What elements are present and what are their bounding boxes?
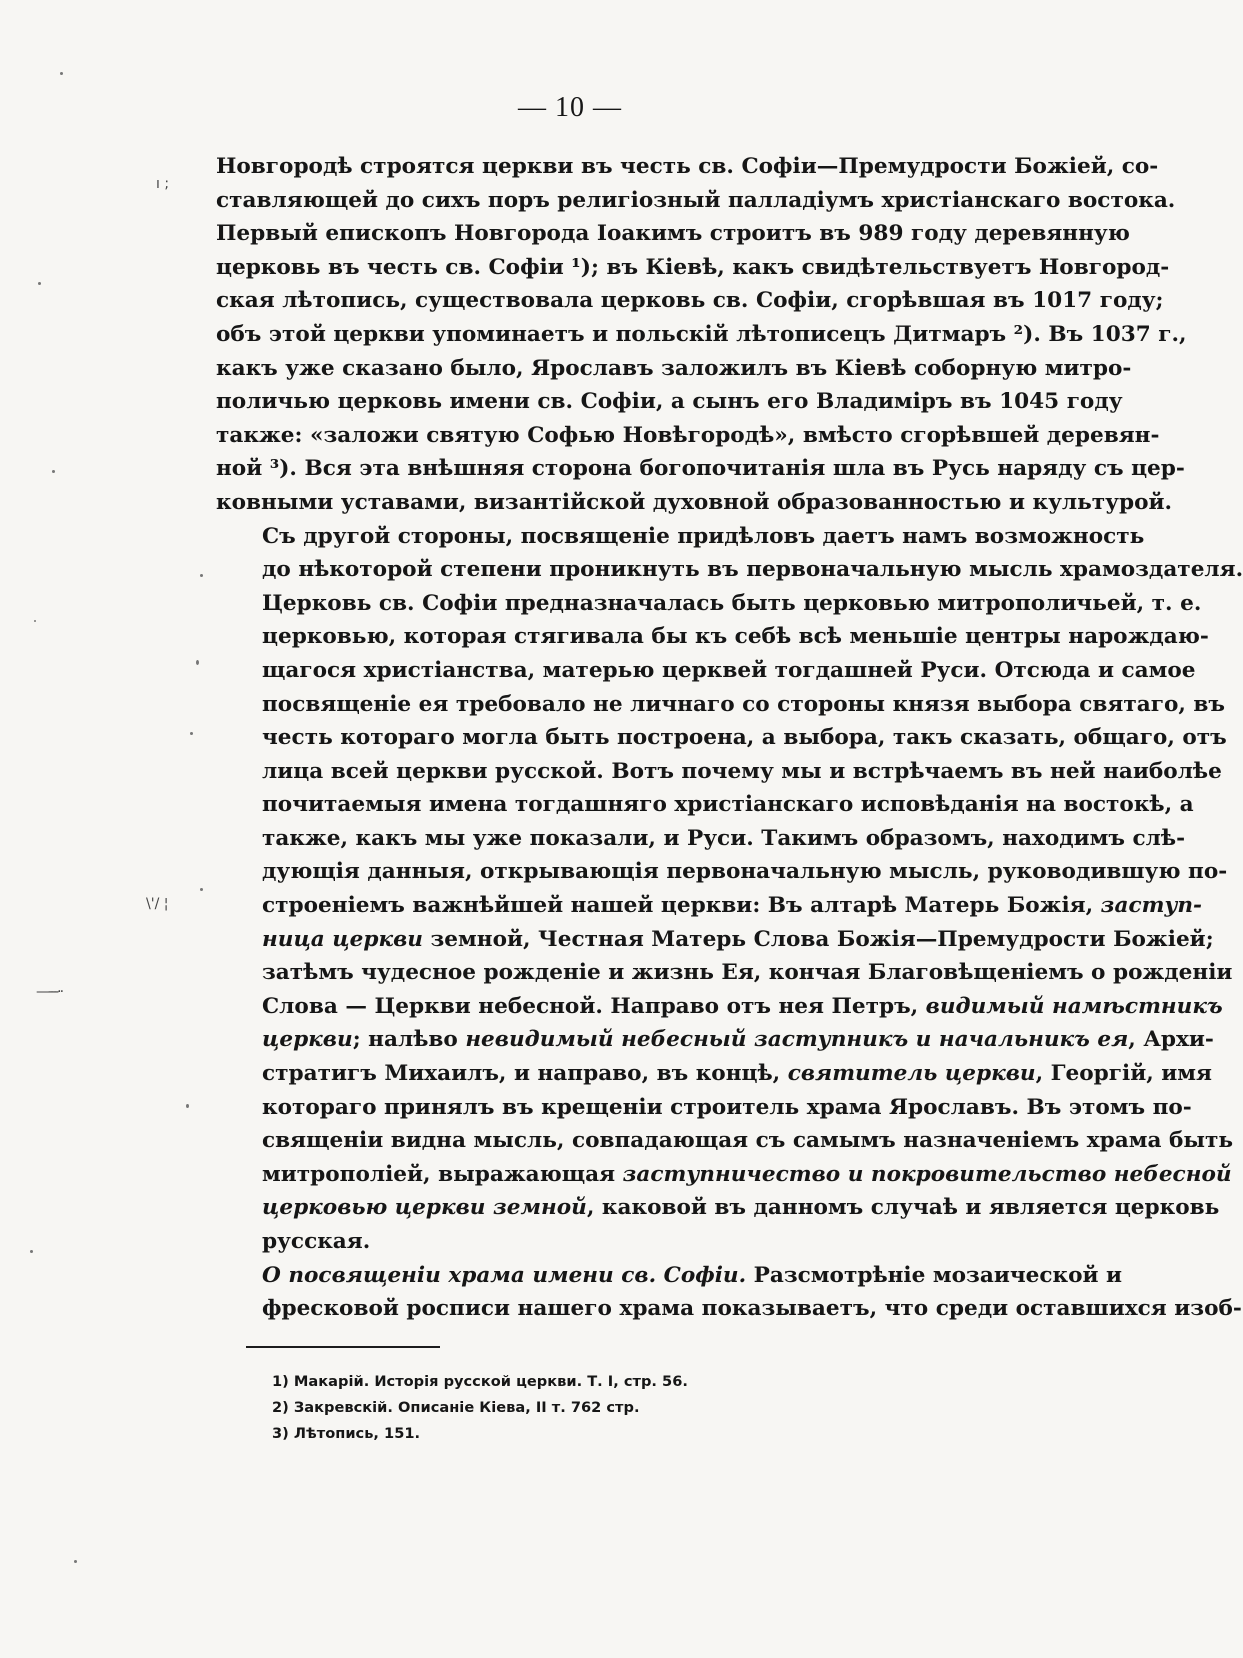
italic-run: невидимый небесный заступникъ и начальникъ ея — [465, 1027, 1129, 1053]
text-run: какъ уже сказано было, Ярославъ заложилъ въ Кіевѣ соборную митро- — [216, 355, 1132, 381]
text-run: Разсмотрѣніе мозаической и — [746, 1262, 1123, 1288]
scan-mark: —---·· — [36, 984, 63, 1000]
text-run: фресковой росписи нашего храма показываетъ, что среди оставшихся изоб- — [262, 1296, 1242, 1322]
text-run: Слова — Церкви небесной. Направо отъ нея Петръ, — [262, 993, 926, 1019]
italic-run: церковью церкви земной — [262, 1195, 587, 1221]
page-number: — 10 — — [518, 92, 622, 123]
footnote-1: 1) Макарій. Исторія русской церкви. Т. I, стр. 56. — [272, 1373, 688, 1390]
paragraph — [216, 520, 1243, 1259]
text-line — [216, 1259, 1123, 1293]
scan-mark: \'/ ¦ — [146, 896, 169, 912]
footnote-3: 3) Лѣтопись, 151. — [272, 1425, 421, 1442]
text-line — [216, 956, 1233, 990]
text-run: , каковой въ данномъ случаѣ и является церковь — [586, 1195, 1220, 1221]
italic-run: О посвященіи храма имени св. Софіи. — [262, 1262, 747, 1288]
text-run: объ этой церкви упоминаетъ и польскій лѣтописецъ Дитмаръ ²). Въ 1037 г., — [216, 321, 1187, 347]
scan-speck — [30, 1250, 33, 1253]
text-run: почитаемыя имена тогдашняго христіанскаго исповѣданія на востокѣ, а — [262, 792, 1194, 818]
paragraph — [216, 150, 1187, 520]
scan-speck — [34, 620, 36, 622]
italic-run: ница церкви — [262, 926, 423, 952]
text-line — [216, 990, 1223, 1024]
text-line — [216, 251, 1170, 285]
body-text — [216, 150, 1243, 1326]
footnotes — [272, 1369, 688, 1447]
text-line — [216, 452, 1185, 486]
text-run: , Георгій, имя — [1035, 1061, 1212, 1087]
text-line — [216, 822, 1186, 856]
scan-speck — [74, 1560, 77, 1563]
text-line — [216, 688, 1225, 722]
text-line — [216, 1158, 1232, 1192]
text-line — [216, 587, 1202, 621]
text-line — [216, 352, 1132, 386]
text-run: митрополіей, выражающая — [262, 1161, 623, 1187]
text-line — [216, 889, 1203, 923]
text-run: , Архи- — [1128, 1027, 1214, 1053]
text-run: земной, Честная Матерь Слова Божія—Премудрости Божіей; — [422, 926, 1214, 952]
text-line — [216, 419, 1160, 453]
text-run: ставляющей до сихъ поръ религіозный палладіумъ христіанскаго востока. — [216, 187, 1176, 213]
text-run: Первый епископъ Новгорода Іоакимъ строитъ въ 989 году деревянную — [216, 221, 1130, 247]
text-line — [216, 923, 1214, 957]
text-run: также: «заложи святую Софью Новѣгородѣ», вмѣсто сгорѣвшей деревян- — [216, 422, 1160, 448]
text-run: лица всей церкви русской. Вотъ почему мы и встрѣчаемъ въ ней наиболѣе — [262, 758, 1222, 784]
text-run: ковными уставами, византійской духовной образованностью и культурой. — [216, 489, 1173, 515]
text-line — [216, 1091, 1192, 1125]
text-line — [216, 1124, 1234, 1158]
text-line — [216, 1292, 1242, 1326]
text-line — [216, 150, 1159, 184]
text-run: ская лѣтопись, существовала церковь св. Софіи, сгорѣвшая въ 1017 году; — [216, 288, 1164, 314]
text-run: поличью церковь имени св. Софіи, а сынъ его Владиміръ въ 1045 году — [216, 389, 1123, 415]
scan-speck — [186, 1104, 189, 1108]
text-run: церковь въ честь св. Софіи ¹); въ Кіевѣ, какъ свидѣтельствуетъ Новгород- — [216, 254, 1170, 280]
text-line — [216, 755, 1222, 789]
scan-speck — [190, 732, 193, 735]
text-line — [216, 1191, 1220, 1225]
text-line — [216, 620, 1209, 654]
italic-run: заступ- — [1100, 893, 1203, 919]
text-run: священіи видна мысль, совпадающая съ самымъ назначеніемъ храма быть — [262, 1128, 1234, 1154]
text-run: Новгородѣ строятся церкви въ честь св. Софіи—Премудрости Божіей, со- — [216, 154, 1159, 179]
text-run: стратигъ Михаилъ, и направо, въ концѣ, — [262, 1061, 788, 1087]
text-run: Церковь св. Софіи предназначалась быть церковью митрополичьей, т. е. — [262, 590, 1202, 616]
scan-speck — [200, 888, 203, 891]
scan-speck — [52, 470, 55, 473]
scan-speck — [196, 660, 199, 665]
text-line — [216, 1023, 1214, 1057]
text-line — [216, 855, 1228, 889]
scan-speck — [38, 282, 41, 285]
text-line — [216, 1057, 1212, 1091]
text-run: церковью, которая стягивала бы къ себѣ всѣ меньшіе центры нарождаю- — [262, 624, 1209, 650]
text-run: также, какъ мы уже показали, и Руси. Такимъ образомъ, находимъ слѣ- — [262, 825, 1186, 851]
text-run: дующія данныя, открывающія первоначальную мысль, руководившую по- — [262, 859, 1228, 885]
italic-run: святитель церкви — [787, 1061, 1036, 1087]
italic-run: церкви — [262, 1027, 353, 1053]
text-line — [216, 385, 1123, 419]
paragraph — [216, 1259, 1242, 1326]
text-line — [216, 788, 1194, 822]
text-run: ной ³). Вся эта внѣшняя сторона богопочитанія шла въ Русь наряду съ цер- — [216, 456, 1185, 482]
scan-speck — [60, 72, 63, 75]
text-line — [216, 284, 1164, 318]
footnote-2: 2) Закревскій. Описаніе Кіева, II т. 762 стр. — [272, 1399, 640, 1416]
text-run: ; налѣво — [352, 1027, 466, 1053]
text-line — [216, 553, 1243, 587]
text-line — [216, 318, 1187, 352]
text-run: посвященіе ея требовало не личнаго со стороны князя выбора святаго, въ — [262, 691, 1225, 717]
text-run: котораго принялъ въ крещеніи строитель храма Ярославъ. Въ этомъ по- — [262, 1094, 1192, 1120]
text-run: до нѣкоторой степени проникнуть въ первоначальную мысль храмоздателя. — [262, 557, 1243, 583]
text-line — [216, 520, 1145, 554]
footnote-divider — [246, 1346, 440, 1348]
scan-mark: ı ; — [156, 176, 170, 192]
scan-speck — [200, 574, 203, 577]
text-line — [216, 654, 1196, 688]
italic-run: заступничество и покровительство небесной — [622, 1161, 1232, 1187]
text-line — [216, 1225, 1006, 1259]
text-run: Съ другой стороны, посвященіе придѣловъ даетъ намъ возможность — [262, 523, 1145, 549]
text-line — [216, 184, 1176, 218]
text-run: русская. — [262, 1229, 371, 1254]
text-run: затѣмъ чудесное рожденіе и жизнь Ея, кончая Благовѣщеніемъ о рожденіи — [262, 960, 1233, 986]
text-run: строеніемъ важнѣйшей нашей церкви: Въ алтарѣ Матерь Божія, — [262, 893, 1101, 919]
italic-run: видимый намѣстникъ — [925, 993, 1223, 1019]
text-line — [216, 721, 1227, 755]
text-line — [216, 486, 1173, 520]
text-line — [216, 217, 1130, 251]
text-run: щагося христіанства, матерью церквей тогдашней Руси. Отсюда и самое — [262, 657, 1196, 683]
text-run: честь котораго могла быть построена, а выбора, такъ сказать, общаго, отъ — [262, 725, 1227, 751]
